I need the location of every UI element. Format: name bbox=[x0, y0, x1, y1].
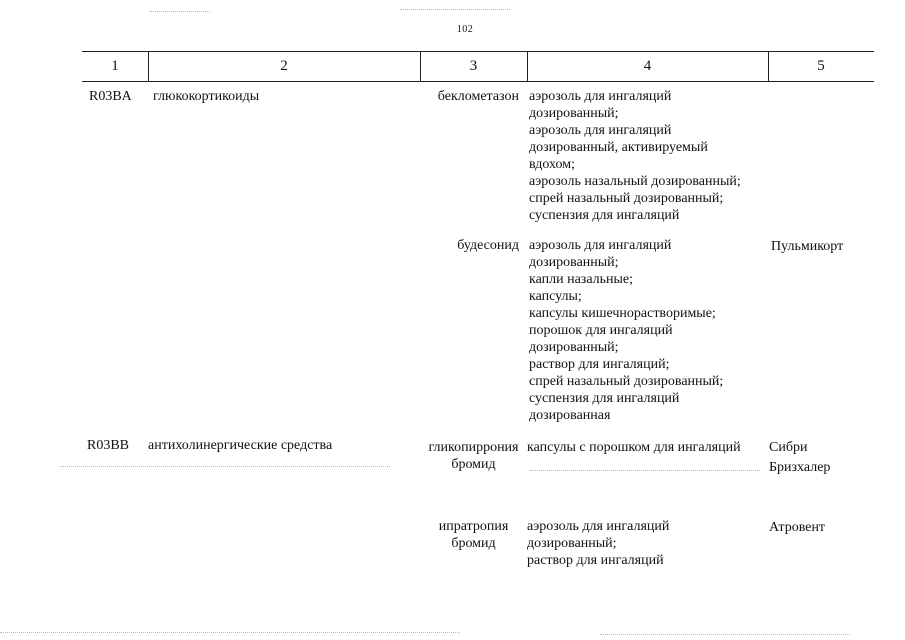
dosage-form-line: капсулы с порошком для ингаляций bbox=[527, 440, 741, 455]
dosage-form-line: аэрозоль для ингаляций bbox=[529, 238, 672, 253]
dosage-form-line: дозированный; bbox=[527, 536, 617, 551]
dosage-form-line: аэрозоль для ингаляций bbox=[527, 519, 670, 534]
column-header-1: 1 bbox=[111, 58, 119, 74]
scan-artifact bbox=[400, 9, 510, 10]
dosage-form-line: аэрозоль для ингаляций bbox=[529, 89, 672, 104]
page-number: 102 bbox=[456, 24, 474, 35]
dosage-form-line: раствор для ингаляций; bbox=[529, 357, 670, 372]
column-header-5: 5 bbox=[817, 58, 825, 74]
dosage-form-line: раствор для ингаляций bbox=[527, 553, 664, 568]
dosage-form-line: дозированный, активируемый bbox=[529, 140, 708, 155]
brand-name: Атровент bbox=[769, 520, 826, 535]
dosage-forms bbox=[529, 88, 741, 224]
dosage-form-line: капсулы кишечнорастворимые; bbox=[529, 306, 716, 321]
brand-name: Пульмикорт bbox=[771, 239, 844, 254]
dosage-form-line: спрей назальный дозированный; bbox=[529, 191, 724, 206]
column-header-4: 4 bbox=[643, 58, 652, 74]
dosage-form-line: дозированная bbox=[529, 408, 611, 423]
dosage-form-line: капли назальные; bbox=[529, 272, 634, 287]
atc-code: R03BB bbox=[87, 438, 130, 453]
scan-artifact bbox=[600, 634, 850, 635]
brand-name bbox=[769, 439, 830, 476]
scan-artifact bbox=[0, 632, 460, 633]
dosage-form-line: дозированный; bbox=[529, 340, 619, 355]
drug-name: беклометазон bbox=[437, 89, 519, 104]
drug-name bbox=[418, 518, 529, 552]
dosage-form-line: вдохом; bbox=[529, 157, 575, 172]
dosage-form-line: аэрозоль для ингаляций bbox=[529, 123, 672, 138]
table-header-bottom-border bbox=[82, 81, 874, 82]
drug-name: будесонид bbox=[457, 238, 519, 253]
dosage-form-line: дозированный; bbox=[529, 106, 619, 121]
dosage-form-line: капсулы; bbox=[529, 289, 582, 304]
dosage-form-line: дозированный; bbox=[529, 255, 619, 270]
column-header-3: 3 bbox=[469, 58, 478, 74]
dosage-form-line: суспензия для ингаляций bbox=[529, 391, 680, 406]
drug-name bbox=[418, 439, 529, 473]
brand-name-line: Сибри bbox=[769, 440, 808, 455]
column-header-2: 2 bbox=[280, 58, 288, 74]
drug-name-line: бромид bbox=[451, 536, 496, 551]
atc-code: R03BA bbox=[89, 89, 132, 104]
dosage-forms bbox=[527, 518, 669, 569]
dosage-forms bbox=[529, 237, 723, 424]
drug-name-line: гликопиррония bbox=[428, 440, 519, 455]
pharmacological-group: глюкокортикоиды bbox=[153, 89, 260, 104]
drug-name-line: бромид bbox=[451, 457, 496, 472]
table-top-border bbox=[82, 51, 874, 52]
dosage-form-line: суспензия для ингаляций bbox=[529, 208, 680, 223]
pharmacological-group: антихолинергические средства bbox=[148, 438, 333, 453]
dosage-form-line: спрей назальный дозированный; bbox=[529, 374, 724, 389]
dosage-forms bbox=[527, 439, 741, 456]
brand-name-line: Бризхалер bbox=[769, 460, 831, 475]
scan-artifact bbox=[150, 11, 210, 12]
dosage-form-line: порошок для ингаляций bbox=[529, 323, 673, 338]
scan-artifact bbox=[530, 470, 760, 471]
scan-artifact bbox=[60, 466, 390, 467]
drug-name-line: ипратропия bbox=[438, 519, 509, 534]
dosage-form-line: аэрозоль назальный дозированный; bbox=[529, 174, 741, 189]
